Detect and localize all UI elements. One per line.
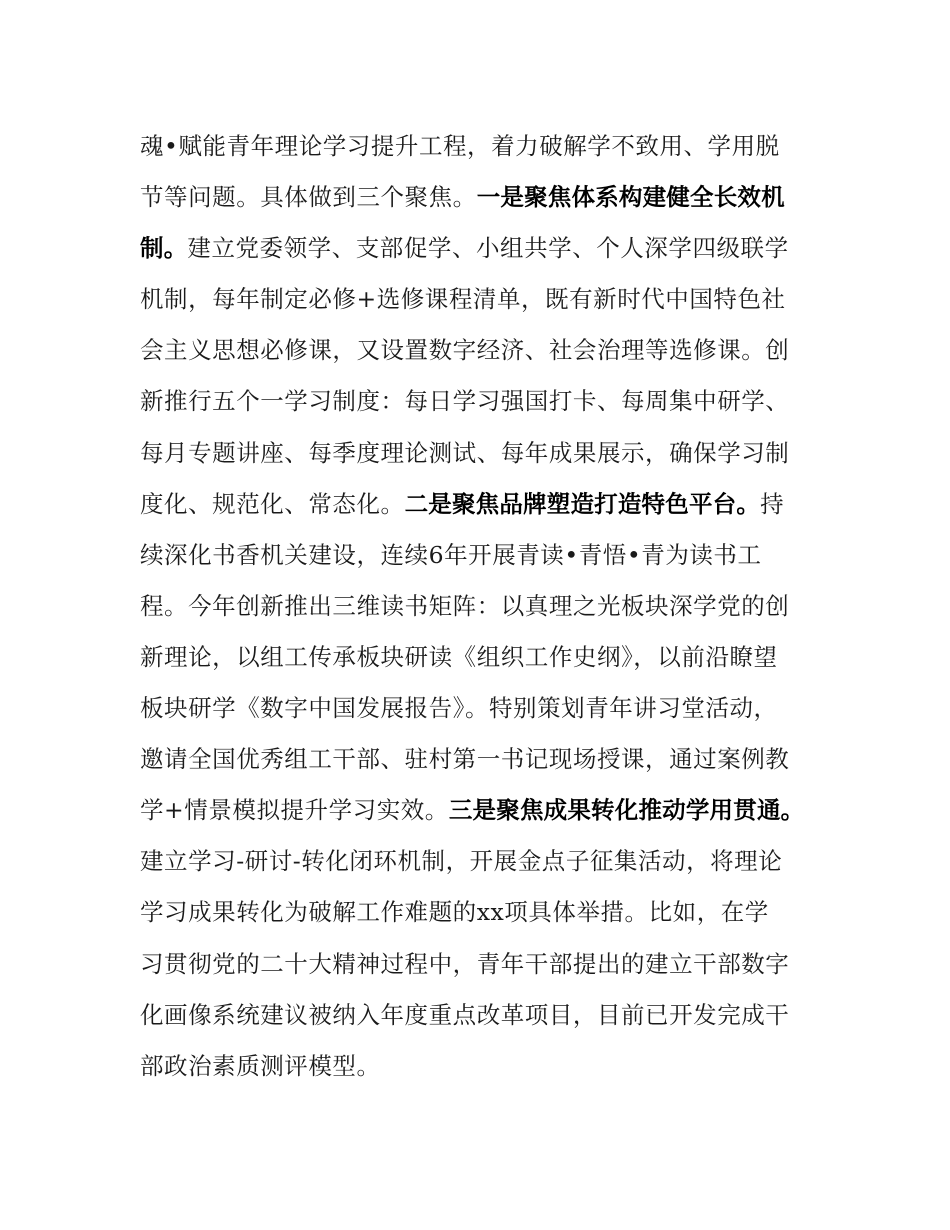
text-line bbox=[140, 836, 804, 887]
text-line bbox=[140, 785, 804, 836]
text-run: 节等问题。具体做到三个聚焦。 bbox=[140, 183, 477, 212]
text-run: 邀请全国优秀组工干部、驻村第一书记现场授课，通过案例教 bbox=[140, 745, 790, 774]
bold-heading-run: 三是聚焦成果转化推动学用贯通。 bbox=[448, 796, 805, 825]
text-line bbox=[140, 428, 804, 479]
text-run: 建立学习-研讨-转化闭环机制，开展金点子征集活动，将理论 bbox=[140, 847, 783, 876]
text-line bbox=[140, 172, 804, 223]
text-run: 新理论，以组工传承板块研读《组织工作史纲》，以前沿瞭望 bbox=[140, 642, 778, 671]
text-run: 化画像系统建议被纳入年度重点改革项目，目前已开发完成干 bbox=[140, 1000, 790, 1029]
text-run: 建立党委领学、支部促学、小组共学、个人深学四级联学 bbox=[187, 234, 789, 263]
text-run: 度化、规范化、常态化。 bbox=[140, 489, 405, 518]
text-line bbox=[140, 632, 804, 683]
text-line bbox=[140, 1041, 804, 1092]
text-line bbox=[140, 990, 804, 1041]
text-run: 部政治素质测评模型。 bbox=[140, 1051, 381, 1080]
text-run: 会主义思想必修课，又设置数字经济、社会治理等选修课。创 bbox=[140, 336, 790, 365]
text-run: 程。今年创新推出三维读书矩阵：以真理之光板块深学党的创 bbox=[140, 591, 790, 620]
bold-heading-run: 一是聚焦体系构建健全长效机 bbox=[476, 183, 785, 212]
text-run: 板块研学《数字中国发展报告》。特别策划青年讲习堂活动， bbox=[140, 694, 778, 723]
text-line bbox=[140, 479, 804, 530]
text-run: 持 bbox=[760, 489, 785, 518]
text-run: 学习成果转化为破解工作难题的xx项具体举措。比如，在学 bbox=[140, 898, 769, 927]
text-run: 续深化书香机关建设，连续6年开展青读•青悟•青为读书工 bbox=[140, 540, 762, 569]
text-run: 魂•赋能青年理论学习提升工程，着力破解学不致用、学用脱 bbox=[140, 132, 780, 160]
text-line bbox=[140, 121, 804, 172]
text-line bbox=[140, 530, 804, 581]
text-line bbox=[140, 683, 804, 734]
body-paragraph bbox=[140, 121, 804, 1092]
text-line bbox=[140, 581, 804, 632]
text-line bbox=[140, 734, 804, 785]
bold-heading-run: 二是聚焦品牌塑造打造特色平台。 bbox=[404, 489, 761, 518]
text-line bbox=[140, 223, 804, 274]
text-line bbox=[140, 274, 804, 325]
text-line bbox=[140, 376, 804, 427]
bold-heading-run: 制。 bbox=[140, 234, 188, 263]
text-line bbox=[140, 939, 804, 990]
text-line bbox=[140, 887, 804, 938]
text-line bbox=[140, 325, 804, 376]
text-run: 每月专题讲座、每季度理论测试、每年成果展示，确保学习制 bbox=[140, 438, 790, 467]
text-run: 新推行五个一学习制度：每日学习强国打卡、每周集中研学、 bbox=[140, 387, 790, 416]
text-run: 学+情景模拟提升学习实效。 bbox=[140, 796, 449, 825]
text-run: 机制，每年制定必修+选修课程清单，既有新时代中国特色社 bbox=[140, 285, 786, 314]
text-run: 习贯彻党的二十大精神过程中，青年干部提出的建立干部数字 bbox=[140, 949, 790, 978]
